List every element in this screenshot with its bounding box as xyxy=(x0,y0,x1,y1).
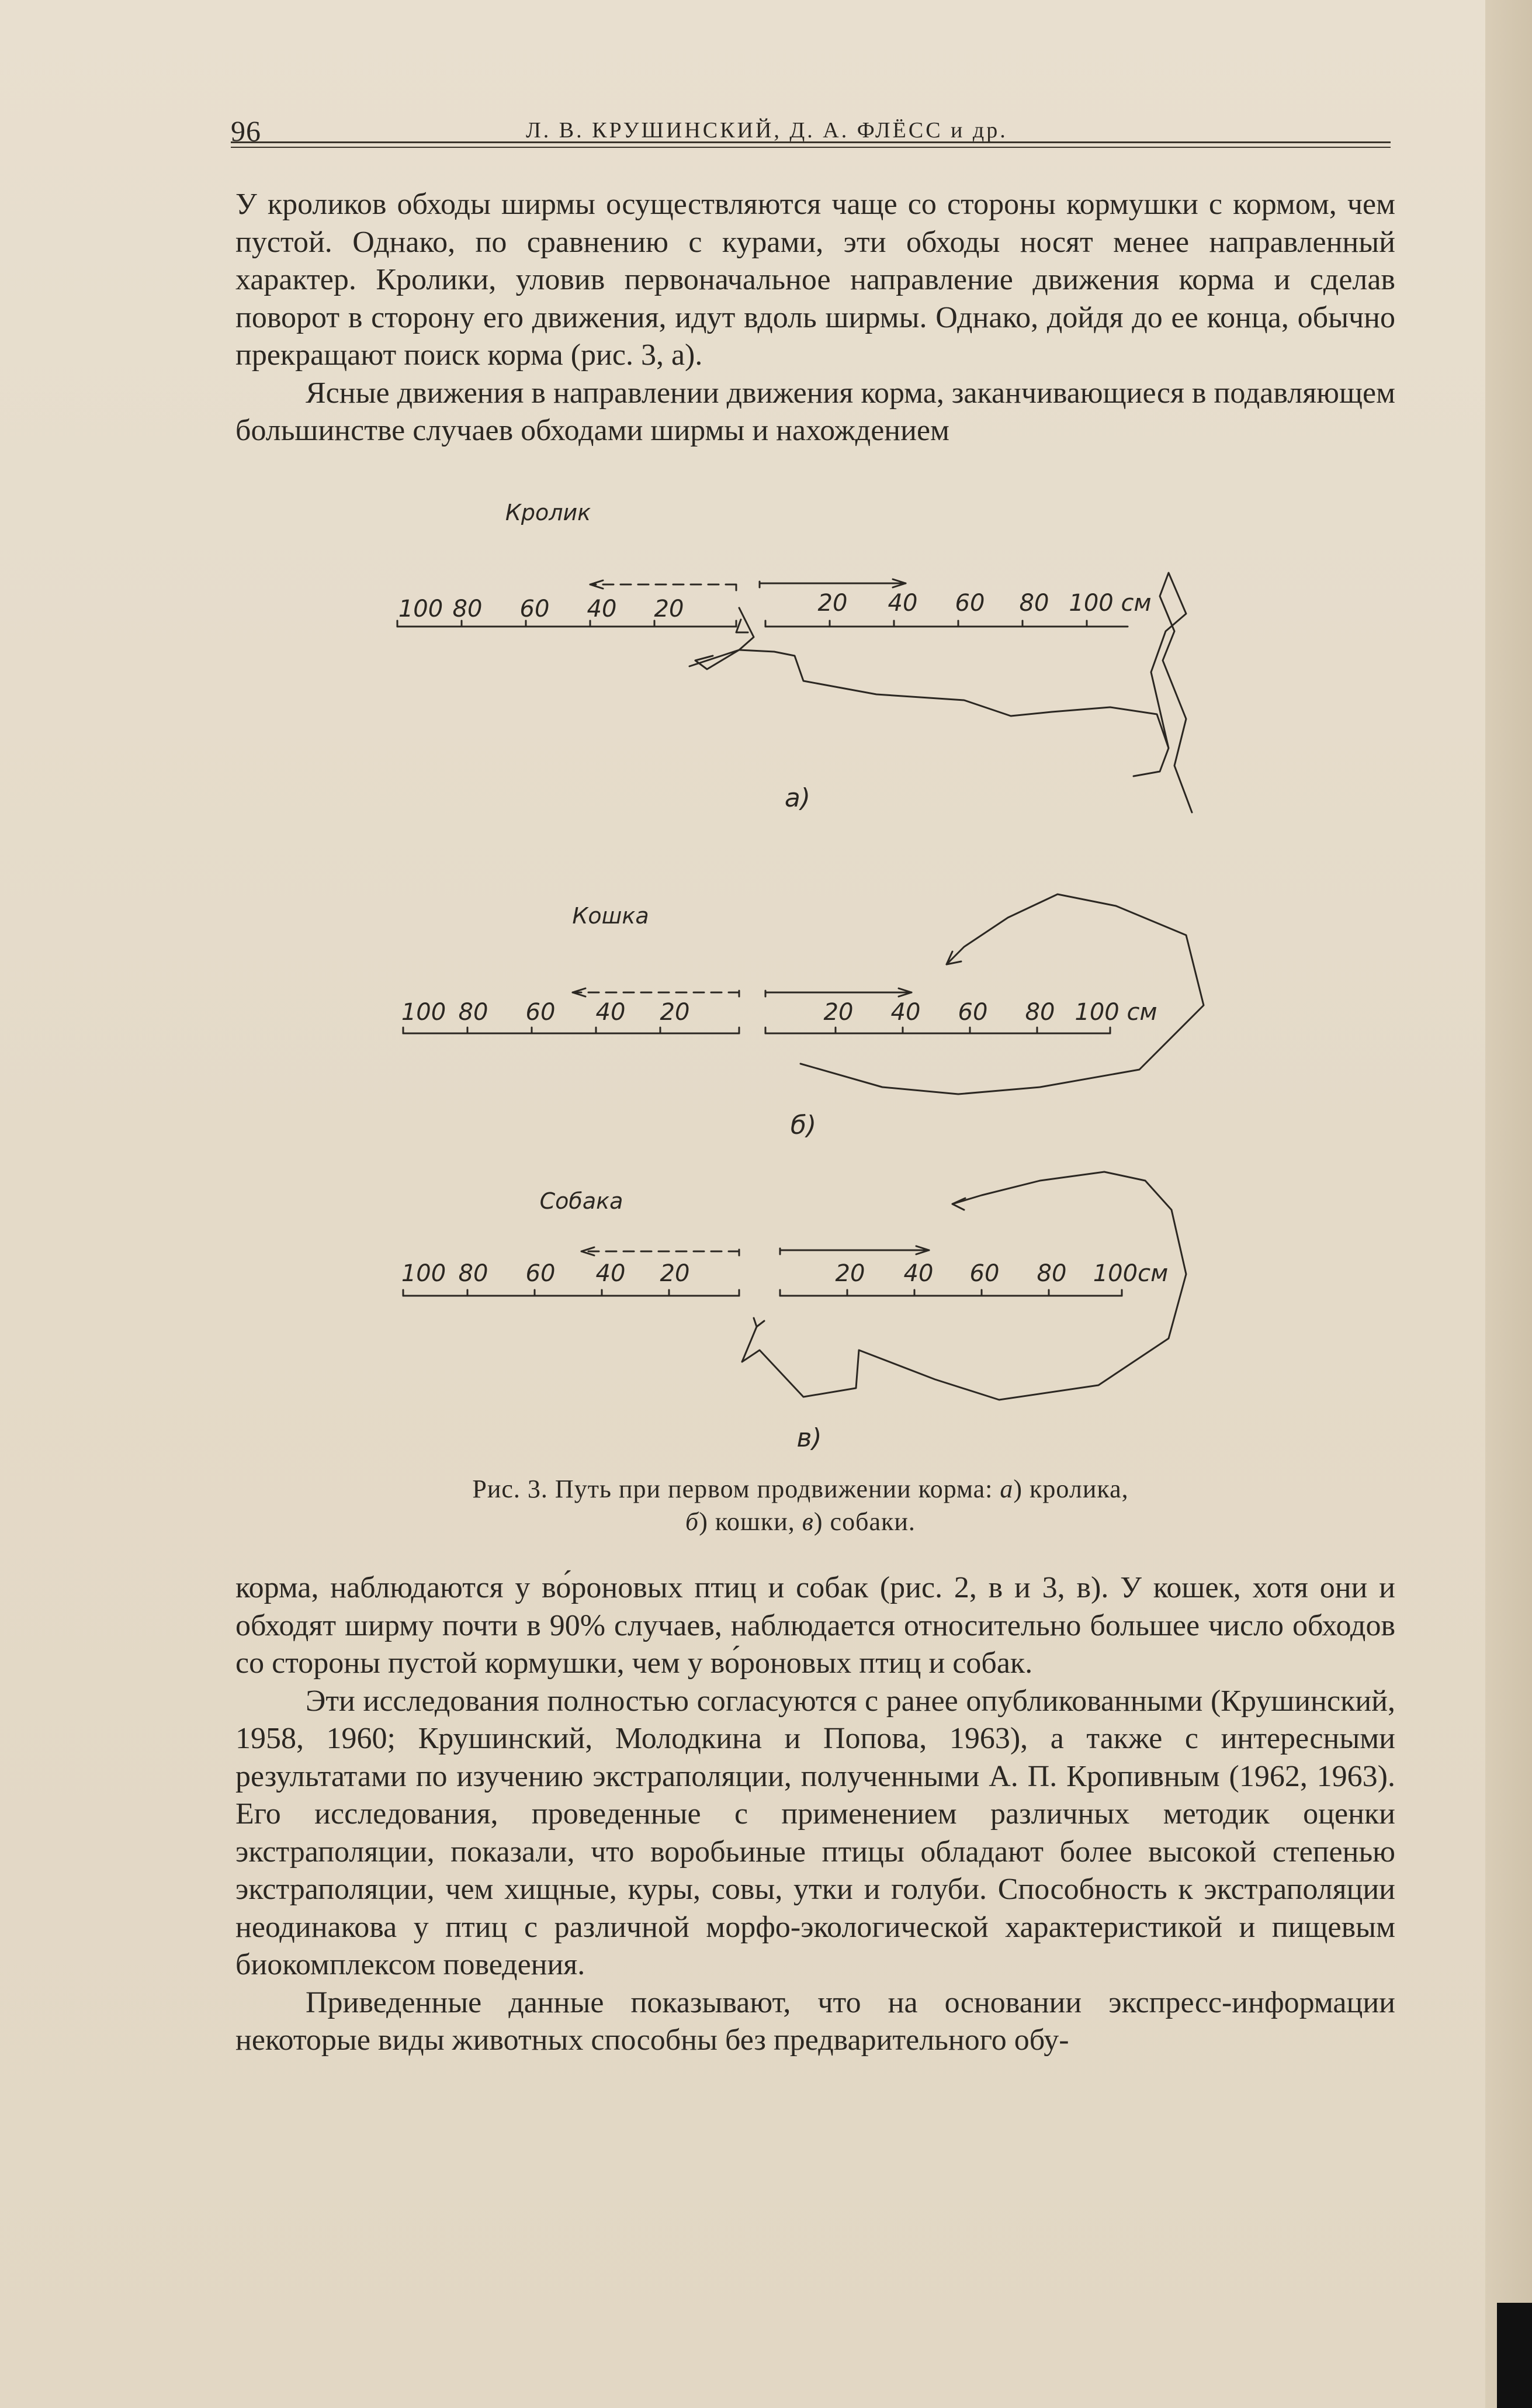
svg-text:60: 60 xyxy=(519,596,550,622)
rabbit-path-start xyxy=(689,650,739,669)
panel-label-b: б) xyxy=(790,1110,817,1140)
panel-label-c: в) xyxy=(796,1423,822,1453)
food-direction-arrow xyxy=(780,1248,929,1254)
cat-path xyxy=(800,894,1204,1094)
svg-text:40: 40 xyxy=(888,590,918,617)
paragraph: Ясные движения в направлении движения корма, заканчивающиеся в подавляющем большинстве случаев обходами ширмы и нахождением xyxy=(235,376,1395,447)
svg-text:20: 20 xyxy=(660,1260,690,1287)
svg-text:100 см: 100 см xyxy=(1069,590,1152,617)
svg-text:100: 100 xyxy=(398,596,443,622)
paragraph: корма, наблюдаются у во́роновых птиц и собак (рис. 2, в и 3, в). У кошек, хотя они и обходят ширму почти в 90% случаев, наблюдается относительно большее число обходов со стороны пустой кормушки, чем у во́роновых птиц и собак. xyxy=(235,1571,1395,1680)
svg-text:20: 20 xyxy=(654,596,684,622)
svg-text:40: 40 xyxy=(890,999,921,1026)
paragraph: У кроликов обходы ширмы осуществляются чаще со стороны кормушки с кормом, чем пустой. Однако, по сравнению с курами, эти обходы носят менее направленный характер. Кролики, уловив первоначальное направление движения корма и сделав поворот в сторону его движения, идут вдоль ширмы. Однако, дойдя до ее конца, обычно прекращают поиск корма (рис. 3, а). xyxy=(235,188,1395,372)
food-direction-arrow xyxy=(760,582,906,587)
panel-dog-ticks xyxy=(401,1260,1168,1287)
svg-text:80: 80 xyxy=(1037,1260,1067,1287)
running-head: Л. В. КРУШИНСКИЙ, Д. А. ФЛЁСС и др. xyxy=(526,118,1008,143)
header-rule-thin xyxy=(231,147,1391,148)
paragraph: Приведенные данные показывают, что на основании экспресс-информации некоторые виды животных способны без предварительного обу- xyxy=(235,1985,1395,2057)
dog-arrow-head xyxy=(952,1198,965,1210)
figure-caption: Рис. 3. Путь при первом продвижении корма: а) кролика, б) кошки, в) собаки. xyxy=(472,1475,1129,1536)
svg-text:20: 20 xyxy=(660,999,690,1026)
empty-direction-arrow xyxy=(590,584,736,590)
svg-text:20: 20 xyxy=(823,999,854,1026)
svg-text:60: 60 xyxy=(969,1260,1000,1287)
panel-cat-ticks xyxy=(401,999,1157,1026)
svg-text:80: 80 xyxy=(1025,999,1055,1026)
food-direction-arrow xyxy=(765,991,911,997)
figure-3 xyxy=(351,497,1250,1455)
header-rule xyxy=(231,141,1391,143)
figure-drawing xyxy=(351,497,1250,1455)
svg-text:80: 80 xyxy=(1019,590,1049,617)
page-number: 96 xyxy=(231,115,261,147)
page-header xyxy=(231,114,1388,149)
svg-text:60: 60 xyxy=(955,590,985,617)
scan-corner xyxy=(1497,2303,1532,2408)
svg-text:100: 100 xyxy=(401,1260,446,1287)
svg-text:20: 20 xyxy=(835,1260,865,1287)
panel-title-cat: Кошка xyxy=(572,903,649,929)
paragraph: Эти исследования полностью согласуются с ранее опубликованными (Крушинский, 1958, 1960; Крушинский, Молодкина и Попова, 1963), а также с интересными результатами по изучению экстраполяции, полученными А. П. Кропивным (1962, 1963). Его исследования, проведенные с применением различных методик оценки экстраполяции, показали, что воробьиные птицы обладают более высокой степенью экстраполяции, чем хищные, куры, совы, утки и голуби. Способность к экстраполяции неодинакова у птиц с различной морфо-экологической характеристикой и пищевым биокомплексом поведения. xyxy=(235,1684,1395,1981)
svg-text:80: 80 xyxy=(452,596,483,622)
panel-rabbit-ticks xyxy=(398,590,1152,622)
svg-text:40: 40 xyxy=(595,1260,626,1287)
svg-text:20: 20 xyxy=(817,590,848,617)
svg-text:100см: 100см xyxy=(1093,1260,1169,1287)
empty-direction-arrow xyxy=(573,991,739,997)
svg-text:60: 60 xyxy=(525,999,556,1026)
body-text-bottom xyxy=(235,1569,1395,2060)
dog-path-start xyxy=(754,1318,764,1327)
empty-direction-arrow xyxy=(581,1250,739,1255)
svg-text:60: 60 xyxy=(525,1260,556,1287)
panel-title-dog: Собака xyxy=(539,1188,623,1214)
panel-label-a: а) xyxy=(784,783,811,813)
panel-dog xyxy=(403,1172,1186,1400)
svg-text:100 см: 100 см xyxy=(1075,999,1157,1026)
svg-text:40: 40 xyxy=(595,999,626,1026)
panel-title-rabbit: Кролик xyxy=(505,500,591,525)
svg-text:60: 60 xyxy=(958,999,988,1026)
svg-text:40: 40 xyxy=(903,1260,934,1287)
body-text-top xyxy=(235,186,1395,450)
svg-text:100: 100 xyxy=(401,999,446,1026)
page-edge xyxy=(1485,0,1532,2408)
svg-text:40: 40 xyxy=(587,596,617,622)
panel-cat xyxy=(403,894,1204,1094)
svg-text:80: 80 xyxy=(458,1260,488,1287)
svg-text:80: 80 xyxy=(458,999,488,1026)
